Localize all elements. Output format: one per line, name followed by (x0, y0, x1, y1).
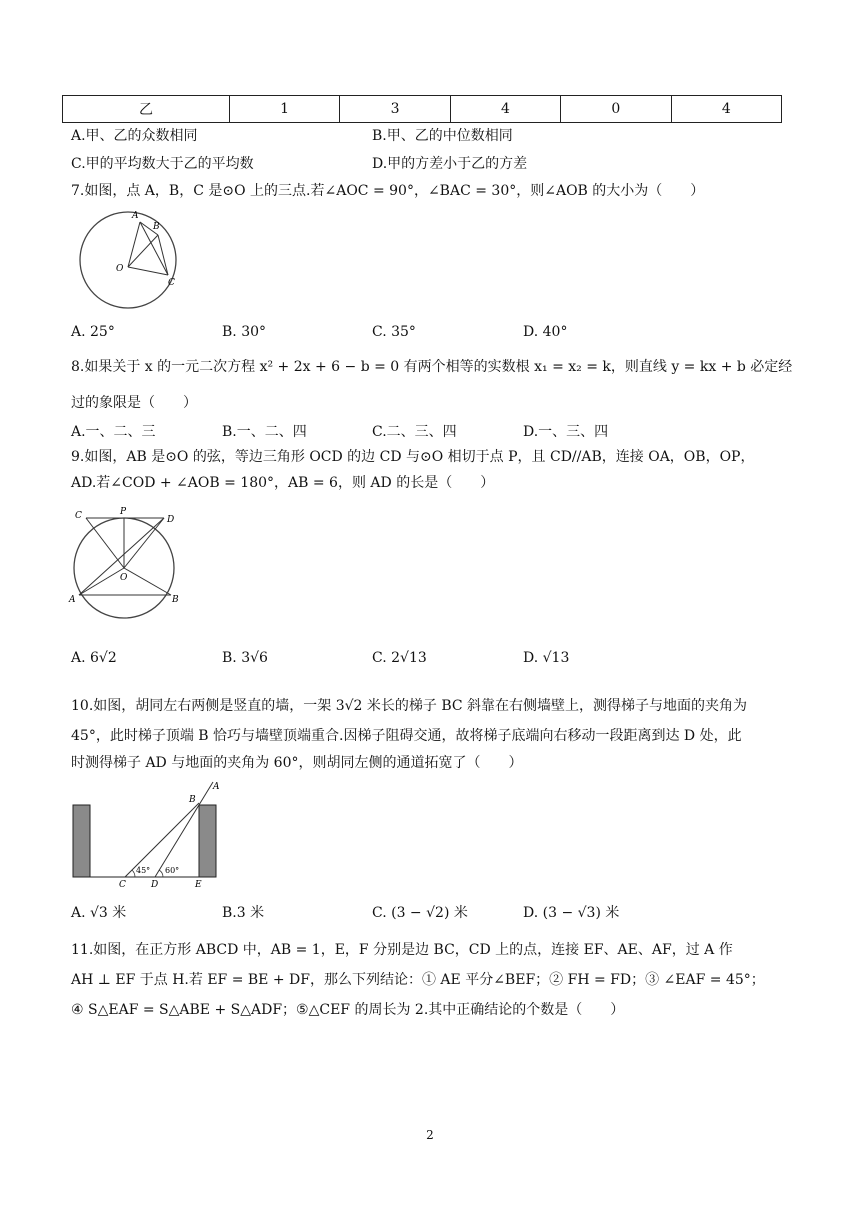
q10-stem-line1: 10.如图，胡同左右两侧是竖直的墙，一架 3√2 米长的梯子 BC 斜靠在右侧墙壁上，测得梯子与地面的夹角为 (71, 698, 748, 714)
q8-stem-line1: 8.如果关于 x 的一元二次方程 x² + 2x + 6 − b = 0 有两个相等的实数根 x₁ = x₂ = k，则直线 y = kx + b 必定经 (71, 359, 793, 375)
q10-stem-line2: 45°，此时梯子顶端 B 恰巧与墙壁顶端重合.因梯子阻碍交通，故将梯子底端向右移动一段距离到达 D 处，此 (71, 728, 742, 744)
q8-option-b: B.一、二、四 (222, 424, 307, 440)
q10-option-d: D. (3 − √3) 米 (523, 905, 620, 921)
q7-stem: 7.如图，点 A，B，C 是⊙O 上的三点.若∠AOC = 90°，∠BAC = 30°，则∠AOB 的大小为（ ） (71, 183, 705, 199)
q10-stem-line3: 时测得梯子 AD 与地面的夹角为 60°，则胡同左侧的通道拓宽了（ ） (71, 755, 523, 771)
q11-stem-line2: AH ⊥ EF 于点 H.若 EF = BE + DF，那么下列结论：① AE 平分∠BEF；② FH = FD；③ ∠EAF = 45°； (71, 972, 765, 988)
q11-stem-line3: ④ S△EAF = S△ABE + S△ADF；⑤△CEF 的周长为 2.其中正确结论的个数是（ ） (71, 1002, 625, 1018)
q10-angle-45: 45° (136, 866, 151, 875)
q9-label-d: D (167, 515, 175, 525)
q9-label-o: O (120, 573, 128, 583)
q6-option-a: A.甲、乙的众数相同 (71, 128, 198, 144)
q7-label-o: O (116, 264, 124, 274)
table-row (63, 96, 782, 123)
q7-label-b: B (153, 222, 160, 232)
q10-option-c: C. (3 − √2) 米 (372, 905, 468, 921)
score-table (62, 95, 782, 123)
q9-label-a: A (69, 595, 76, 605)
q10-label-c: C (119, 880, 126, 888)
table-cell: 0 (561, 96, 671, 123)
q9-option-a: A. 6√2 (71, 650, 117, 666)
table-cell: 1 (229, 96, 339, 123)
q8-option-c: C.二、三、四 (372, 424, 457, 440)
q11-stem-line1: 11.如图，在正方形 ABCD 中，AB = 1，E，F 分别是边 BC，CD 上的点，连接 EF、AE、AF，过 A 作 (71, 942, 733, 958)
q8-option-d: D.一、三、四 (523, 424, 609, 440)
q9-option-c: C. 2√13 (372, 650, 427, 666)
page-number: 2 (426, 1128, 434, 1142)
q6-option-b: B.甲、乙的中位数相同 (372, 128, 513, 144)
q8-option-a: A.一、二、三 (71, 424, 156, 440)
q7-label-c: C (168, 278, 175, 288)
q7-option-a: A. 25° (71, 324, 115, 340)
q9-figure-circle-diagram (66, 502, 192, 622)
q7-figure-circle-diagram (68, 207, 188, 313)
q10-option-b: B.3 米 (222, 905, 265, 921)
q6-option-d: D.甲的方差小于乙的方差 (372, 156, 528, 172)
q9-option-b: B. 3√6 (222, 650, 268, 666)
q10-label-e: E (195, 880, 202, 888)
q10-label-b: B (189, 795, 196, 805)
q10-angle-60: 60° (165, 866, 180, 875)
table-cell: 乙 (63, 96, 230, 123)
q9-label-c: C (75, 511, 82, 521)
q6-option-c: C.甲的平均数大于乙的平均数 (71, 156, 254, 172)
q7-option-c: C. 35° (372, 324, 416, 340)
q9-stem-line1: 9.如图，AB 是⊙O 的弦，等边三角形 OCD 的边 CD 与⊙O 相切于点 P，且 CD//AB，连接 OA，OB，OP， (71, 449, 755, 465)
q9-option-d: D. √13 (523, 650, 570, 666)
q9-stem-line2: AD.若∠COD + ∠AOB = 180°，AB = 6，则 AD 的长是（ ） (71, 475, 495, 491)
table-cell: 4 (671, 96, 781, 123)
q10-figure-ladder-diagram (68, 778, 228, 888)
table-cell: 4 (450, 96, 560, 123)
q7-option-d: D. 40° (523, 324, 568, 340)
q7-label-a: A (132, 211, 139, 221)
q7-option-b: B. 30° (222, 324, 267, 340)
table-cell: 3 (340, 96, 450, 123)
q8-stem-line2: 过的象限是（ ） (71, 395, 197, 411)
q10-option-a: A. √3 米 (71, 905, 127, 921)
q10-label-a: A (213, 782, 220, 792)
q9-label-p: P (120, 507, 127, 517)
q9-label-b: B (172, 595, 179, 605)
q10-label-d: D (151, 880, 159, 888)
